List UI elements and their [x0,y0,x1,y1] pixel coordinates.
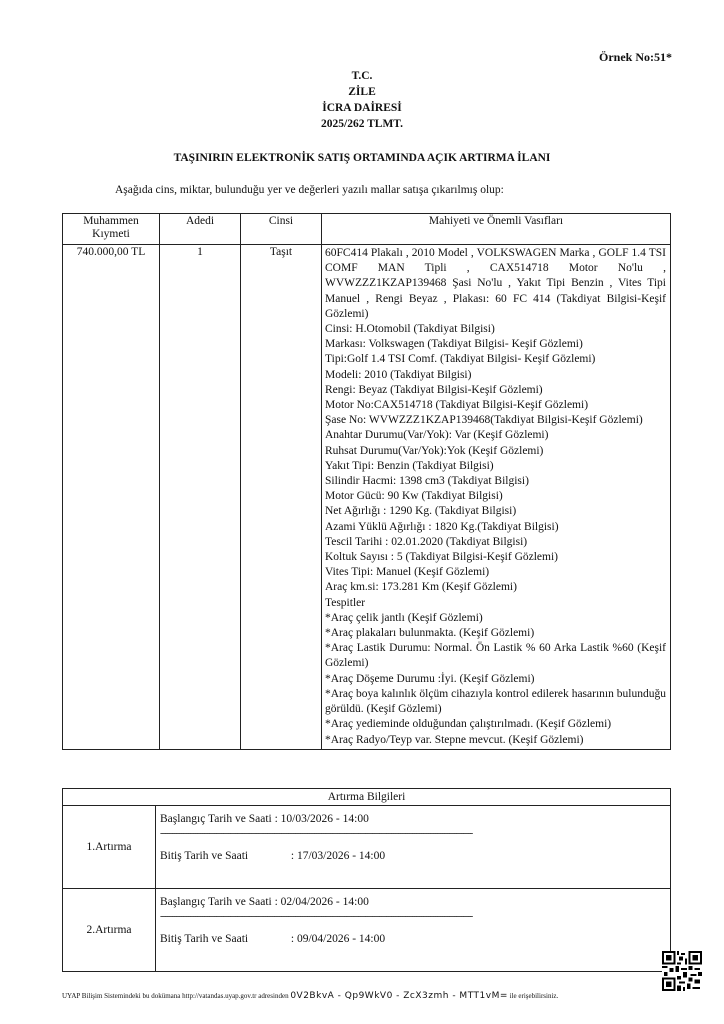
page-title: TAŞINIRIN ELEKTRONİK SATIŞ ORTAMINDA AÇIK ARTIRMA İLANI [173,152,551,164]
start-row [160,895,666,910]
description-line: Markası: Volkswagen (Takdiyat Bilgisi- Keşif Gözlemi) [325,338,583,351]
header-description: Mahiyeti ve Önemli Vasıfları [322,214,671,245]
end-label: Bitiş Tarih ve Saati [160,933,249,945]
description-line: *Araç Radyo/Teyp var. Stepne mevcut. (Keşif Gözlemi) [325,733,584,746]
end-value: : 17/03/2026 - 14:00 [290,850,386,862]
divider: -------------------------------------------------------------------------------------------------------------------------------------- [160,828,473,839]
description-line: Koltuk Sayısı : 5 (Takdiyat Bilgisi-Keşif Gözlemi) [325,551,558,564]
description-line: *Araç Döşeme Durumu :İyi. (Keşif Gözlemi) [325,672,535,685]
auction-table [62,788,671,972]
description-line: Modeli: 2010 (Takdiyat Bilgisi) [325,368,472,381]
cell-type: Taşıt [241,245,322,750]
description-line: Azami Yüklü Ağırlığı : 1820 Kg.(Takdiyat Bilgisi) [325,520,559,533]
end-value: : 09/04/2026 - 14:00 [290,933,386,945]
description-line: Ruhsat Durumu(Var/Yok):Yok (Keşif Gözlemi) [325,444,544,457]
description-line: Anahtar Durumu(Var/Yok): Var (Keşif Gözlemi) [325,429,549,442]
description-line: *Araç boya kalınlık ölçüm cihazıyla kontrol edilerek hasarının bulunduğu görüldü. (Keşif Gözlemi) [325,687,666,716]
round-label: 2.Artırma [63,889,156,972]
description-line: Motor Gücü: 90 Kw (Takdiyat Bilgisi) [325,490,503,503]
description-line: Net Ağırlığı : 1290 Kg. (Takdiyat Bilgisi) [325,505,517,518]
goods-table [62,213,671,750]
start-value: : 10/03/2026 - 14:00 [274,813,369,825]
sample-number: Örnek No:51* [599,50,672,64]
description-line: *Araç çelik jantlı (Keşif Gözlemi) [325,611,483,624]
intro-text: Aşağıda cins, miktar, bulunduğu yer ve değerleri yazılı mallar satışa çıkarılmış olup: [115,184,504,196]
header-type: Cinsi [241,214,322,245]
header-estimated-value: Muhammen Kıymeti [63,214,160,245]
auction-round-2 [63,889,671,972]
court-header [0,68,724,132]
description-line: Rengi: Beyaz (Takdiyat Bilgisi-Keşif Gözlemi) [325,383,543,396]
description-line: Araç km.si: 173.281 Km (Keşif Gözlemi) [325,581,517,594]
footer-verification [62,991,558,1001]
description-line: Tescil Tarihi : 02.01.2020 (Takdiyat Bilgisi) [325,535,528,548]
description-line: Tipi:Golf 1.4 TSI Comf. (Takdiyat Bilgisi- Keşif Gözlemi) [325,353,596,366]
round-dates [156,889,671,972]
cell-estimated-value: 740.000,00 TL [63,245,160,750]
description-line: Motor No:CAX514718 (Takdiyat Bilgisi-Keşif Gözlemi) [325,399,589,412]
start-value: : 02/04/2026 - 14:00 [274,896,369,908]
end-label: Bitiş Tarih ve Saati [160,850,249,862]
qr-code-icon [662,951,702,991]
spacer [160,924,666,932]
description-line: Cinsi: H.Otomobil (Takdiyat Bilgisi) [325,323,495,336]
auction-table-title: Artırma Bilgileri [63,789,671,806]
verification-code: 0V2BkvA - Qp9WkV0 - ZcX3zmh - MTT1vM= [290,991,508,1001]
start-label: Başlangıç Tarih ve Saati [160,813,272,825]
end-row [160,932,666,947]
start-label: Başlangıç Tarih ve Saati [160,896,272,908]
header-office: İCRA DAİRESİ [322,102,402,114]
footer-prefix: UYAP Bilişim Sistemindeki bu dokümana http://vatandas.uyap.gov.tr adresinden [62,992,289,1000]
table-row [63,245,671,750]
header-file-number: 2025/262 TLMT. [321,118,403,130]
footer-suffix: ile erişebilirsiniz. [509,992,559,1000]
cell-description [322,245,671,750]
description-line: Silindir Hacmi: 1398 cm3 (Takdiyat Bilgisi) [325,475,529,488]
description-line: *Araç Lastik Durumu: Normal. Ön Lastik % 60 Arka Lastik %60 (Keşif Gözlemi) [325,642,666,670]
description-line: Yakıt Tipi: Benzin (Takdiyat Bilgisi) [325,459,494,472]
description-line: Vites Tipi: Manuel (Keşif Gözlemi) [325,566,490,579]
end-row [160,849,666,864]
auction-round-1 [63,806,671,889]
header-city: ZİLE [348,86,376,98]
start-row [160,812,666,827]
description-line: 60FC414 Plakalı , 2010 Model , VOLKSWAGEN Marka , GOLF 1.4 TSI COMF MAN Tipli , CAX514718 Motor No'lu , WVWZZZ1KZAP139468 Şasi No'lu , Yakıt Tipi Benzin , Vites Tipi Manuel , Rengi Beyaz , Plakası: 60 FC 414 (Takdiyat Bilgisi-Keşif Gözlemi) [325,247,666,320]
description-line: Şase No: WVWZZZ1KZAP139468(Takdiyat Bilgisi-Keşif Gözlemi) [325,414,643,427]
spacer [160,841,666,849]
description-line: *Araç plakaları bulunmakta. (Keşif Gözlemi) [325,627,535,640]
goods-table-header [63,214,671,245]
description-line: *Araç yedieminde olduğundan çalıştırılmadı. (Keşif Gözlemi) [325,718,612,731]
cell-quantity: 1 [160,245,241,750]
header-tc: T.C. [351,70,373,82]
round-dates [156,806,671,889]
description-line: Tespitler [325,596,366,609]
divider: -------------------------------------------------------------------------------------------------------------------------------------- [160,911,473,922]
header-quantity: Adedi [160,214,241,245]
round-label: 1.Artırma [63,806,156,889]
